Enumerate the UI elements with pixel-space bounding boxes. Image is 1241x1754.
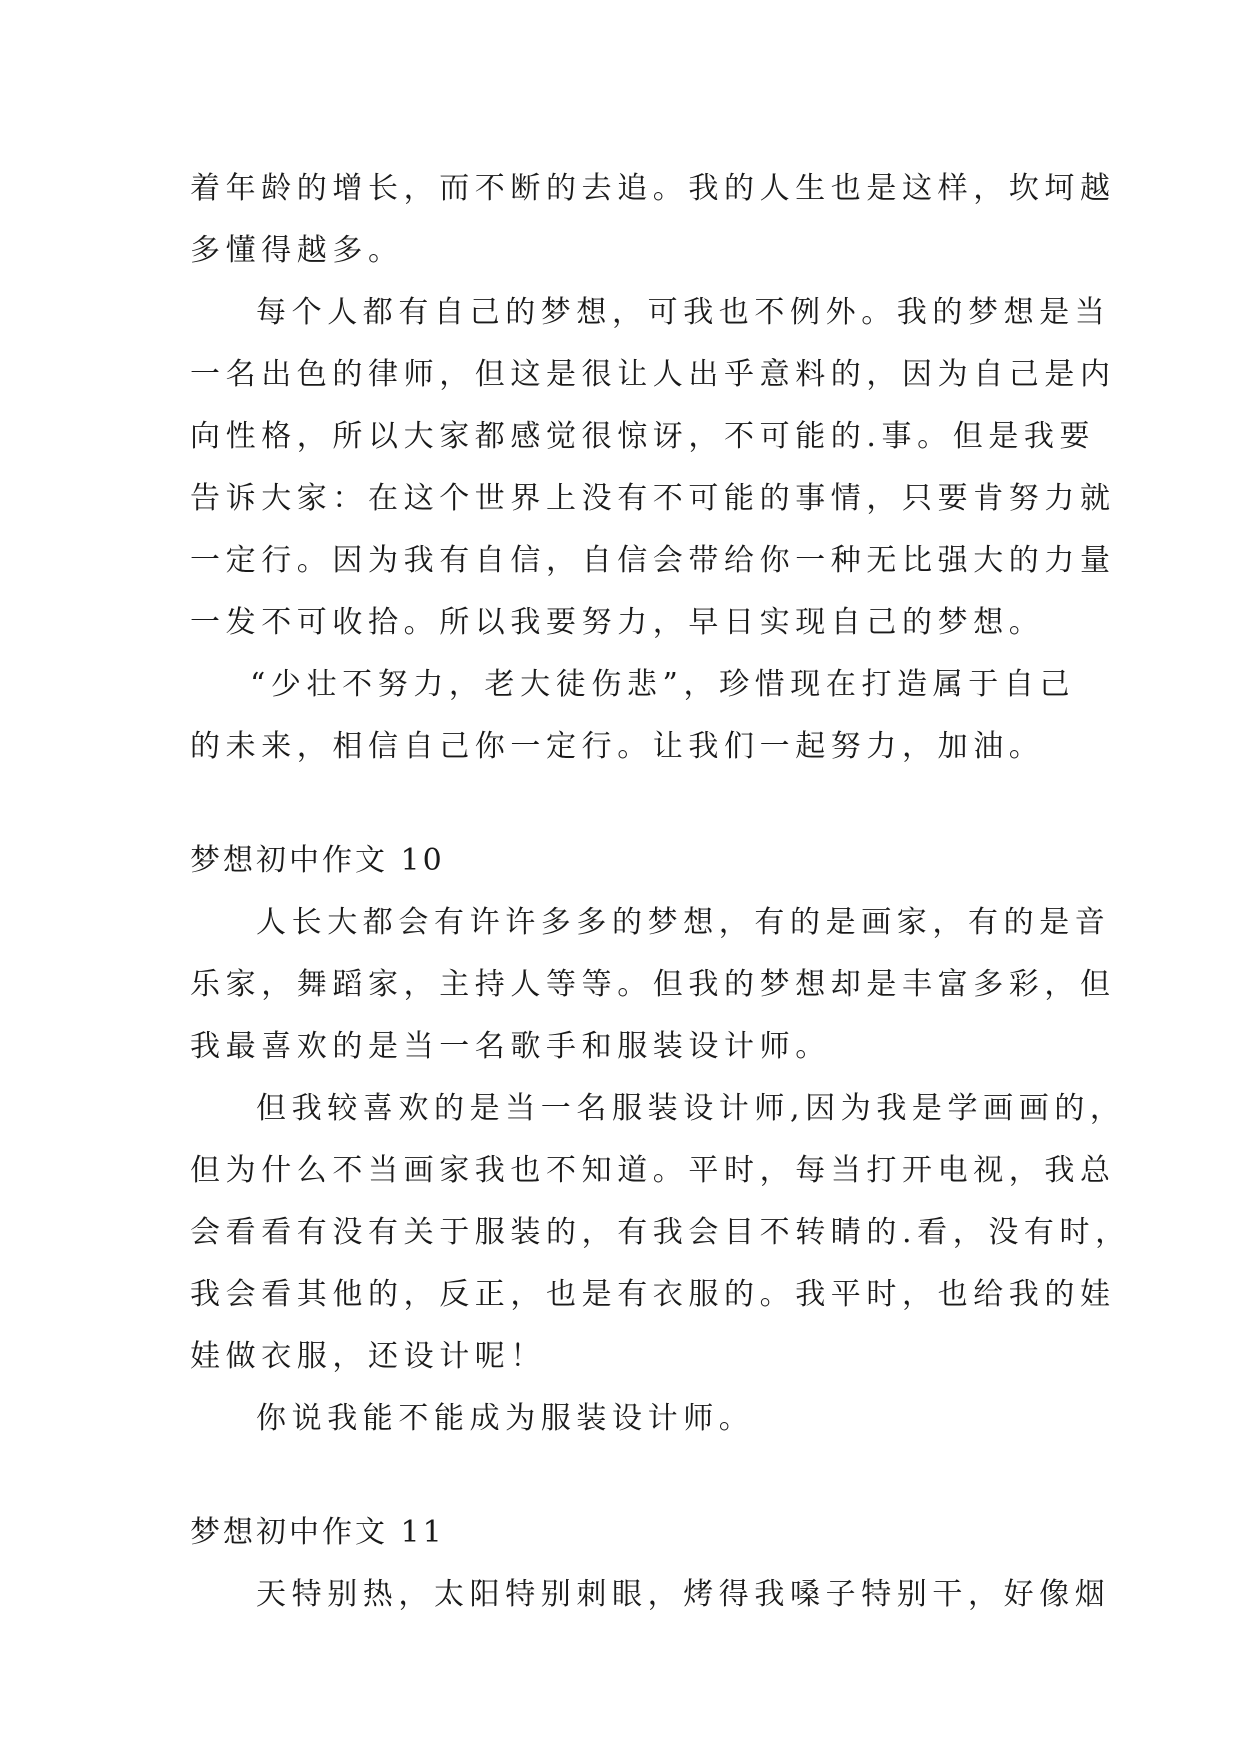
section-gap [190, 1450, 1052, 1502]
text-line: 告诉大家：在这个世界上没有不可能的事情，只要肯努力就 [190, 481, 1116, 516]
text-line: 着年龄的增长，而不断的去追。我的人生也是这样，坎坷越 [190, 171, 1116, 206]
section-gap [190, 778, 1052, 830]
text-line: 一名出色的律师，但这是很让人出乎意料的，因为自己是内 [190, 357, 1116, 392]
text-line: 人长大都会有许许多多的梦想，有的是画家，有的是音 [256, 905, 1111, 940]
text-line: 一发不可收拾。所以我要努力，早日实现自己的梦想。 [190, 605, 1045, 640]
text-line: 会看看有没有关于服装的，有我会目不转睛的.看，没有时， [190, 1215, 1131, 1250]
text-line: 但为什么不当画家我也不知道。平时，每当打开电视，我总 [190, 1153, 1116, 1188]
text-line: 一定行。因为我有自信，自信会带给你一种无比强大的力量 [190, 543, 1116, 578]
paragraph-conclusion [190, 654, 1076, 778]
paragraph-hot-day [190, 1564, 1111, 1626]
text-line: 我会看其他的，反正，也是有衣服的。我平时，也给我的娃 [190, 1277, 1116, 1312]
document-page [190, 158, 1131, 1626]
paragraph-many-dreams [190, 892, 1116, 1078]
text-line: 的未来，相信自己你一定行。让我们一起努力，加油。 [190, 729, 1045, 764]
paragraph-fashion-designer [190, 1078, 1131, 1388]
text-line: 多懂得越多。 [190, 233, 404, 268]
text-line: 我最喜欢的是当一名歌手和服装设计师。 [190, 1029, 831, 1064]
paragraph-dream-lawyer [190, 282, 1116, 654]
essay-heading-10: 梦想初中作文 10 [190, 843, 445, 878]
text-line: “少壮不努力，老大徒伤悲”，珍惜现在打造属于自己 [250, 667, 1076, 702]
paragraph-continuation [190, 158, 1116, 282]
text-line: 娃做衣服，还设计呢！ [190, 1339, 546, 1374]
text-line: 乐家，舞蹈家，主持人等等。但我的梦想却是丰富多彩，但 [190, 967, 1116, 1002]
text-line: 向性格，所以大家都感觉很惊讶，不可能的.事。但是我要 [190, 419, 1096, 454]
text-line: 你说我能不能成为服装设计师。 [256, 1401, 755, 1436]
paragraph-question [190, 1388, 1052, 1450]
text-line: 每个人都有自己的梦想，可我也不例外。我的梦想是当 [256, 295, 1111, 330]
text-line: 但我较喜欢的是当一名服装设计师,因为我是学画画的， [256, 1091, 1126, 1126]
text-line: 天特别热，太阳特别刺眼，烤得我嗓子特别干，好像烟 [256, 1577, 1111, 1612]
essay-heading-11: 梦想初中作文 11 [190, 1515, 445, 1550]
